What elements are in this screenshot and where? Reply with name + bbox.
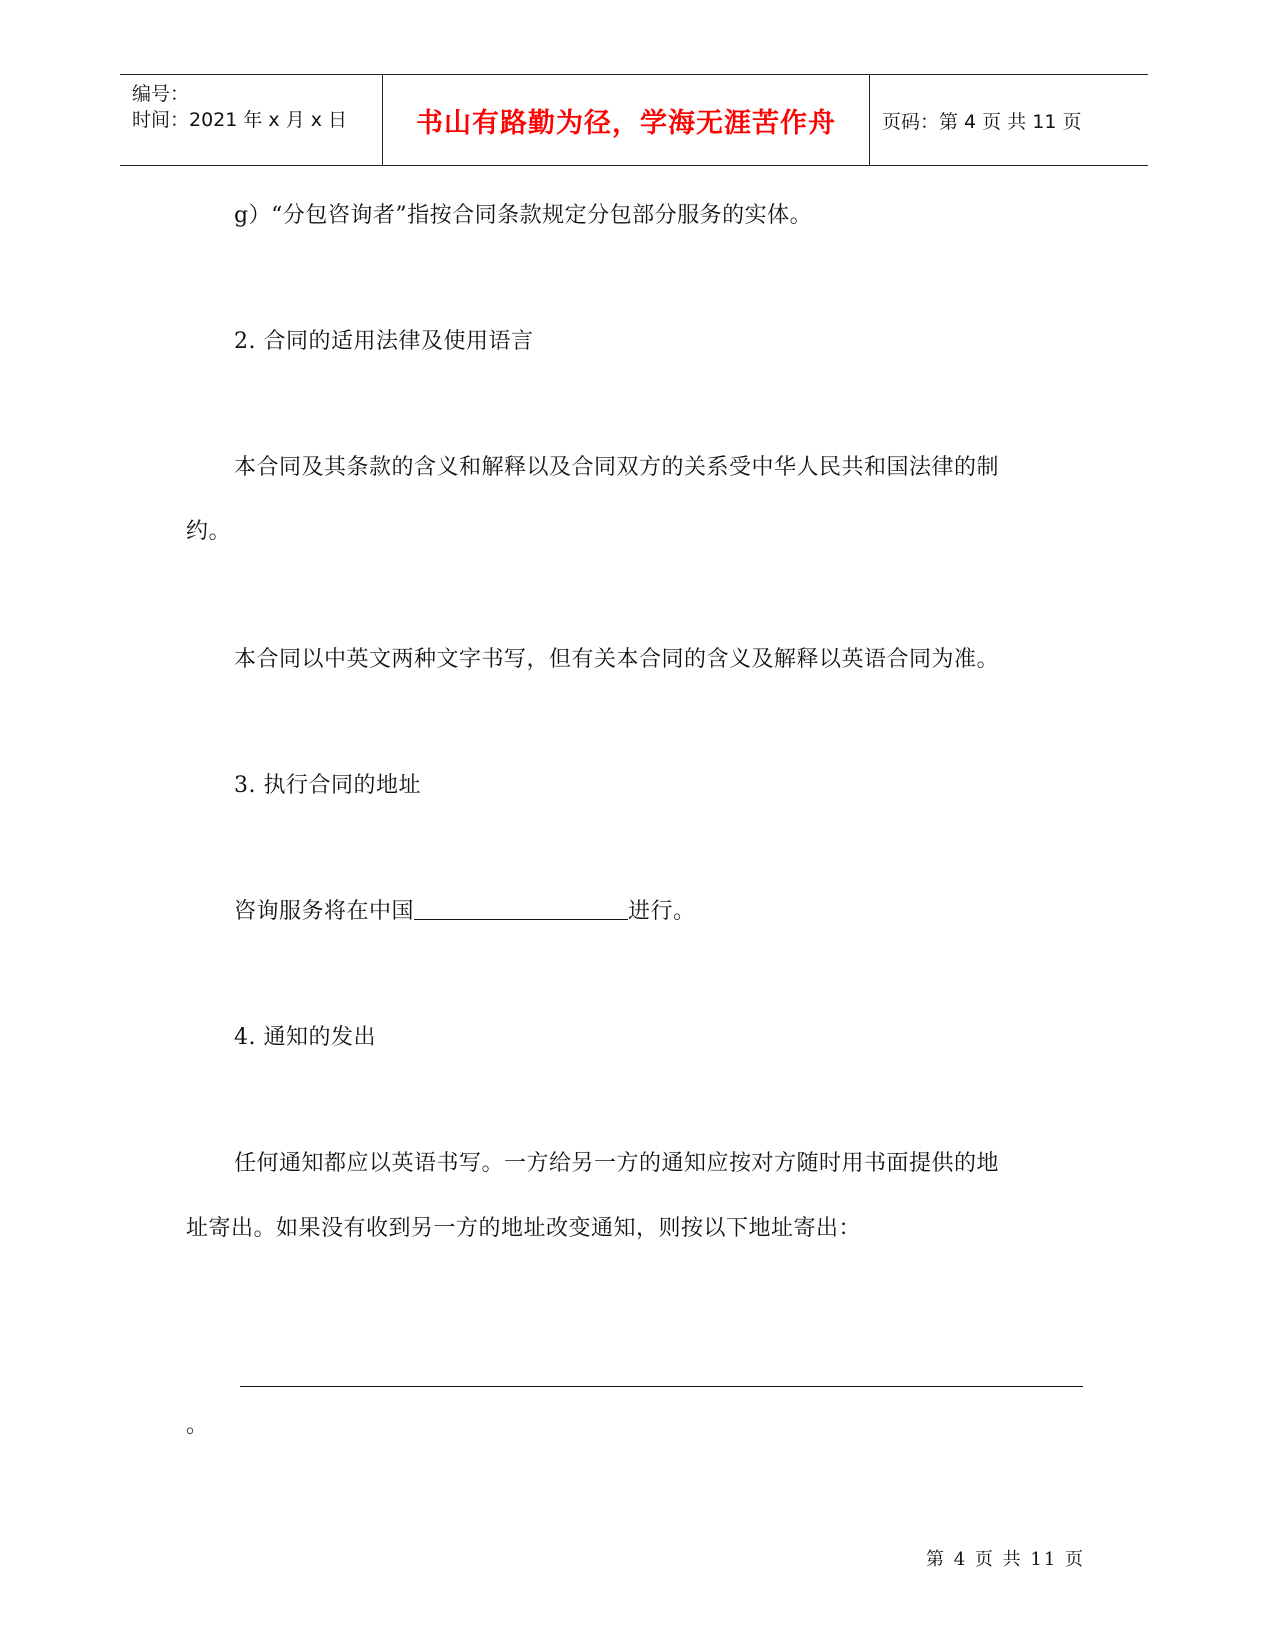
document-number-label: 编号： <box>132 83 190 105</box>
paragraph-law-line2: 约。 <box>186 519 232 544</box>
address-end-mark: 。 <box>186 1413 209 1438</box>
page-header <box>120 74 1148 166</box>
document-time-label: 时间：2021 年 x 月 x 日 <box>132 109 348 131</box>
header-middle-cell <box>383 75 870 165</box>
paragraph-notice-line1: 任何通知都应以英语书写。一方给另一方的通知应按对方随时用书面提供的地 <box>234 1151 1000 1176</box>
header-motto: 书山有路勤为径，学海无涯苦作舟 <box>416 107 836 139</box>
paragraph-definition-g: g）“分包咨询者”指按合同条款规定分包部分服务的实体。 <box>234 203 813 228</box>
header-left-cell <box>120 75 383 165</box>
page-footer-number: 第 4 页 共 11 页 <box>926 1549 1085 1570</box>
paragraph-language: 本合同以中英文两种文字书写，但有关本合同的含义及解释以英语合同为准。 <box>234 647 1000 672</box>
location-blank-line <box>414 897 628 920</box>
section-heading-4: 4. 通知的发出 <box>234 1025 376 1050</box>
location-suffix: 进行。 <box>628 899 696 924</box>
section-heading-2: 2. 合同的适用法律及使用语言 <box>234 329 534 354</box>
header-page-info: 页码：第 4 页 共 11 页 <box>882 110 1082 133</box>
address-blank-line <box>240 1386 1083 1387</box>
paragraph-location <box>234 894 696 925</box>
paragraph-law-line1: 本合同及其条款的含义和解释以及合同双方的关系受中华人民共和国法律的制 <box>234 455 1000 480</box>
location-prefix: 咨询服务将在中国 <box>234 899 415 924</box>
header-right-cell <box>870 75 1148 165</box>
paragraph-notice-line2: 址寄出。如果没有收到另一方的地址改变通知，则按以下地址寄出： <box>186 1216 862 1241</box>
section-heading-3: 3. 执行合同的地址 <box>234 773 421 798</box>
